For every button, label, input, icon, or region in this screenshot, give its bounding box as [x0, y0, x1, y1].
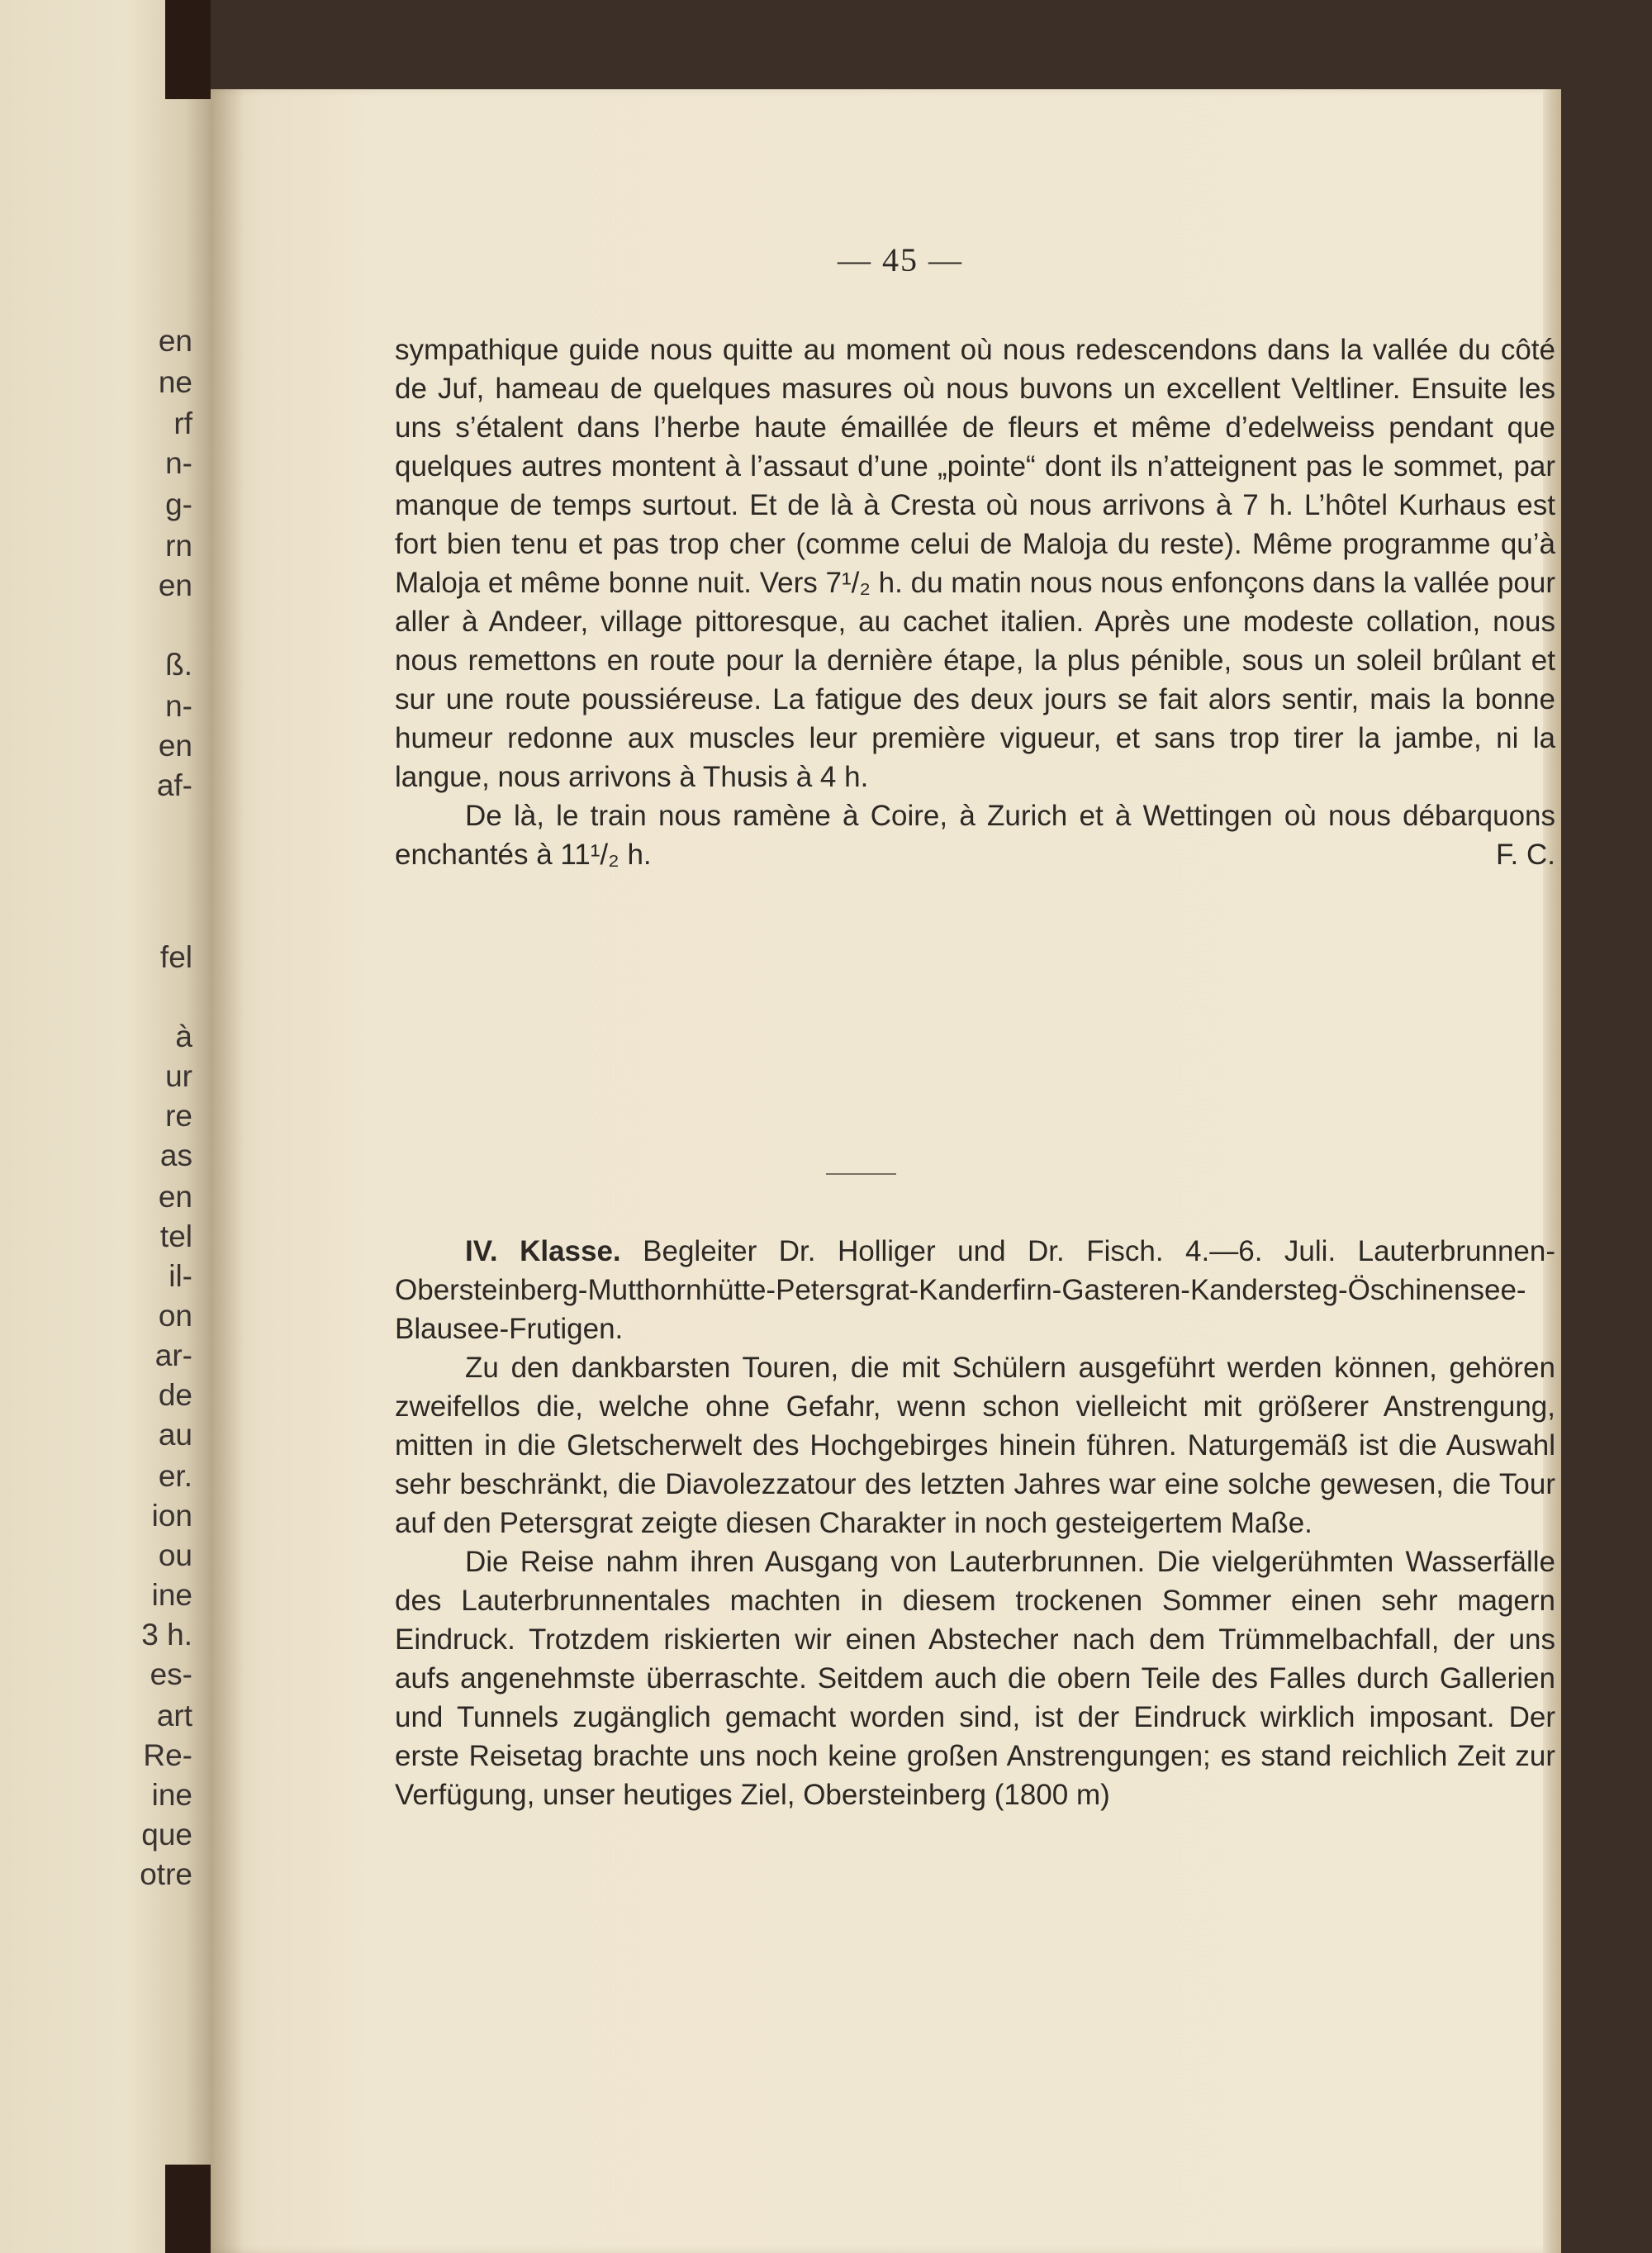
facing-page-fragment: es-: [150, 1657, 192, 1691]
facing-page-fragment: otre: [140, 1857, 192, 1891]
facing-page-fragment: en: [158, 324, 192, 358]
facing-page: [0, 0, 211, 2253]
facing-page-fragment: de: [158, 1378, 192, 1412]
facing-page-fragment: on: [158, 1299, 192, 1333]
facing-page-fragment: n-: [165, 446, 192, 480]
section-heading: [395, 1232, 1555, 1348]
facing-page-fragment: as: [159, 1138, 192, 1172]
binding-bottom: [165, 2165, 211, 2253]
facing-page-fragment: ur: [165, 1059, 192, 1093]
facing-page-fragment: art: [156, 1699, 192, 1733]
facing-page-fragment: fel: [159, 940, 192, 974]
route-description: Begleiter Dr. Holliger und Dr. Fisch. 4.—6. Juli. Lauterbrunnen-Obersteinberg-Mutthornhütte-Petersgrat-Kanderfirn-Gasteren-Kandersteg-Öschinensee-Blausee-Frutigen.: [395, 1235, 1555, 1345]
facing-page-fragment: Re-: [143, 1738, 192, 1772]
facing-page-fragment: ß.: [165, 648, 192, 682]
signature: F. C.: [1496, 839, 1555, 871]
paragraph: Die Reise nahm ihren Ausgang von Lauterbrunnen. Die vielgerühmten Wasserfälle des Lauterbrunnentales machten in diesem trockenen Sommer einen sehr magern Eindruck. Trotzdem riskierten wir einen Abstecher nach dem Trümmelbachfall, der uns aufs angenehmste überraschte. Seitdem auch die obern Teile des Falles durch Gallerien und Tunnels zugänglich gemacht worden sind, ist der Eindruck wirklich imposant. Der erste Reisetag brachte uns noch keine großen Anstrengungen; es stand reichlich Zeit zur Verfügung, unser heutiges Ziel, Obersteinberg (1800 m): [395, 1546, 1555, 1811]
paragraph: De là, le train nous ramène à Coire, à Zurich et à Wettingen où nous débarquons enchantés à 11¹/₂ h.: [395, 800, 1555, 871]
binding-top: [165, 0, 211, 99]
section-divider: [826, 1173, 896, 1175]
section-2: [395, 1232, 1555, 1814]
facing-page-fragment: en: [158, 729, 192, 763]
facing-page-fragment: en: [158, 568, 192, 602]
paragraph-with-signature: [395, 796, 1555, 874]
facing-page-fragment: rf: [173, 406, 192, 440]
facing-page-fragment: ion: [151, 1499, 192, 1533]
facing-page-fragment: à: [175, 1020, 192, 1053]
facing-page-fragment: il-: [169, 1259, 192, 1293]
facing-page-fragment: ar-: [154, 1338, 192, 1372]
facing-page-fragment: ne: [158, 365, 192, 399]
facing-page-fragment: au: [158, 1418, 192, 1452]
book-page: [211, 89, 1561, 2253]
facing-page-fragment: ine: [151, 1578, 192, 1612]
facing-page-fragment: que: [141, 1818, 192, 1851]
facing-page-fragment: 3 h.: [141, 1618, 192, 1652]
facing-page-fragment: n-: [165, 689, 192, 723]
facing-page-fragment: ou: [158, 1538, 192, 1572]
gutter-shadow: [211, 89, 244, 2253]
facing-page-fragment: re: [165, 1099, 192, 1133]
facing-page-fragment: g-: [165, 487, 192, 521]
facing-page-fragment: er.: [158, 1459, 192, 1493]
facing-page-fragment: ine: [151, 1778, 192, 1812]
paragraph: sympathique guide nous quitte au moment où nous redescendons dans la vallée du côté de Juf, hameau de quelques masures où nous buvons un excellent Veltliner. Ensuite les uns s’étalent dans l’herbe haute émaillée de fleurs et même d’edelweiss pendant que quelques autres montent à l’assaut d’une „pointe“ dont ils n’atteignent pas le sommet, par manque de temps surtout. Et de là à Cresta où nous arrivons à 7 h. L’hôtel Kurhaus est fort bien tenu et pas trop cher (comme celui de Maloja du reste). Même programme qu’à Maloja et même bonne nuit. Vers 7¹/₂ h. du matin nous nous enfonçons dans la vallée pour aller à Andeer, village pittoresque, au cachet italien. Après une modeste collation, nous nous remettons en route pour la dernière étape, la plus pénible, sous un soleil brûlant et sur une route poussiéreuse. La fatigue des deux jours se fait alors sentir, mais la bonne humeur redonne aux muscles leur première vigueur, et sans trop tirer la jambe, ni la langue, nous arrivons à Thusis à 4 h.: [395, 334, 1555, 793]
facing-page-fragment: en: [158, 1180, 192, 1214]
page-number: — 45 —: [838, 241, 963, 278]
section-1: [395, 330, 1555, 874]
facing-page-fragment: rn: [165, 529, 192, 563]
facing-page-fragment: tel: [159, 1219, 192, 1253]
facing-page-fragment: af-: [156, 768, 192, 802]
class-label: IV. Klasse.: [465, 1235, 621, 1267]
paragraph: Zu den dankbarsten Touren, die mit Schülern ausgeführt werden können, gehören zweifellos die, welche ohne Gefahr, wenn schon vielleicht mit größerer Anstrengung, mitten in die Gletscherwelt des Hochgebirges hinein führen. Naturgemäß ist die Auswahl sehr beschränkt, die Diavolezzatour des letzten Jahres war eine solche gewesen, die Tour auf den Petersgrat zeigte diesen Charakter in noch gesteigertem Maße.: [395, 1352, 1555, 1539]
